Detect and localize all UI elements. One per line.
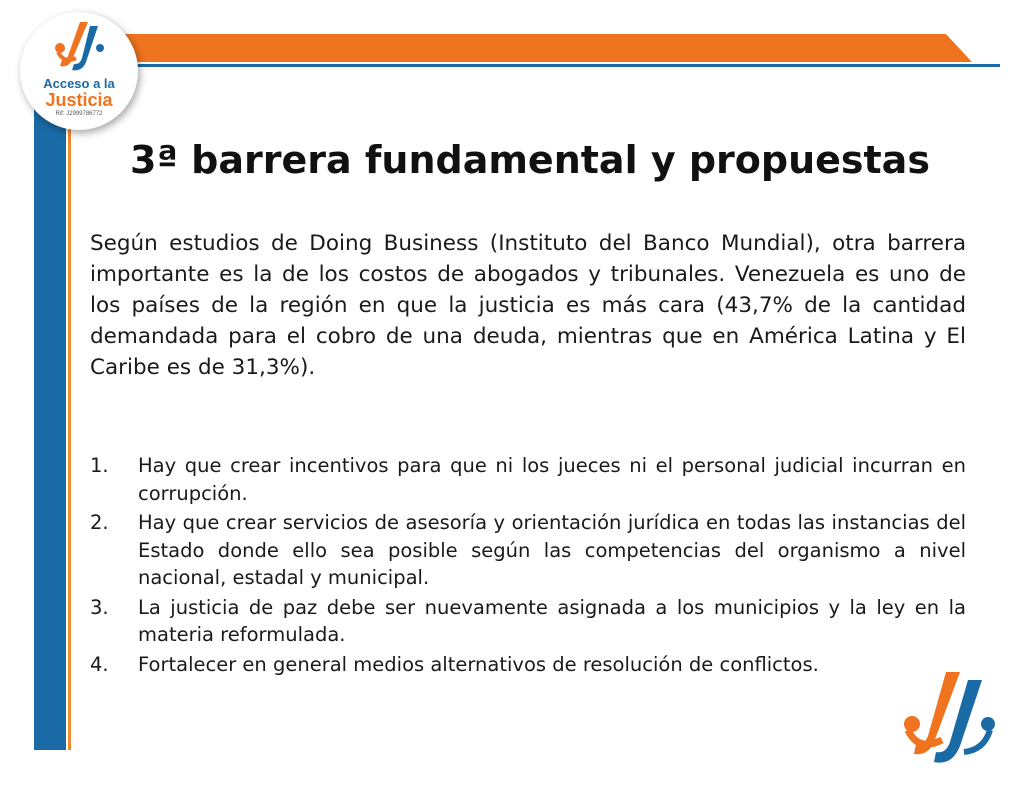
list-item-text: Hay que crear servicios de asesoría y orientación jurídica en todas las instancias del Estado donde ello sea posible según las competencias del organismo a nivel nacional, estadal y municipal. <box>138 511 966 589</box>
list-item-text: Fortalecer en general medios alternativos de resolución de conflictos. <box>138 652 819 676</box>
logo-text-line1: Acceso a la <box>43 76 115 91</box>
list-item <box>90 452 966 507</box>
list-item-number: 4. <box>90 652 109 676</box>
list-item-text: La justicia de paz debe ser nuevamente asignada a los municipios y la ley en la materia reformulada. <box>138 595 966 646</box>
list-item-number: 1. <box>90 454 109 477</box>
proposals-list <box>90 452 966 680</box>
logo-badge <box>20 12 138 130</box>
acceso-a-la-justicia-logo-icon <box>50 18 110 74</box>
list-item-number: 3. <box>90 595 109 619</box>
left-blue-bar <box>34 108 66 750</box>
list-item <box>90 594 966 649</box>
logo-text-line2: Justicia <box>45 90 113 110</box>
list-item <box>90 651 966 679</box>
top-orange-bar <box>104 34 972 62</box>
left-orange-line <box>68 108 71 750</box>
slide-title: 3ª barrera fundamental y propuestas <box>130 138 930 182</box>
logo-rif: Rif: J2999786772 <box>55 111 103 117</box>
list-item-number: 2. <box>90 511 109 534</box>
intro-paragraph: Según estudios de Doing Business (Instituto del Banco Mundial), otra barrera importante es la de los costos de abogados y tribunales. Venezuela es uno de los países de la región en que la justicia es más cara (43,7% de la cantidad demandada para el cobro de una deuda, mientras que en América Latina y El Caribe es de 31,3%). <box>90 231 966 380</box>
top-blue-line <box>104 64 1000 67</box>
aj-monogram-icon <box>898 668 1002 772</box>
list-item <box>90 509 966 592</box>
list-item-text: Hay que crear incentivos para que ni los jueces ni el personal judicial incurran en corrupción. <box>138 454 966 505</box>
